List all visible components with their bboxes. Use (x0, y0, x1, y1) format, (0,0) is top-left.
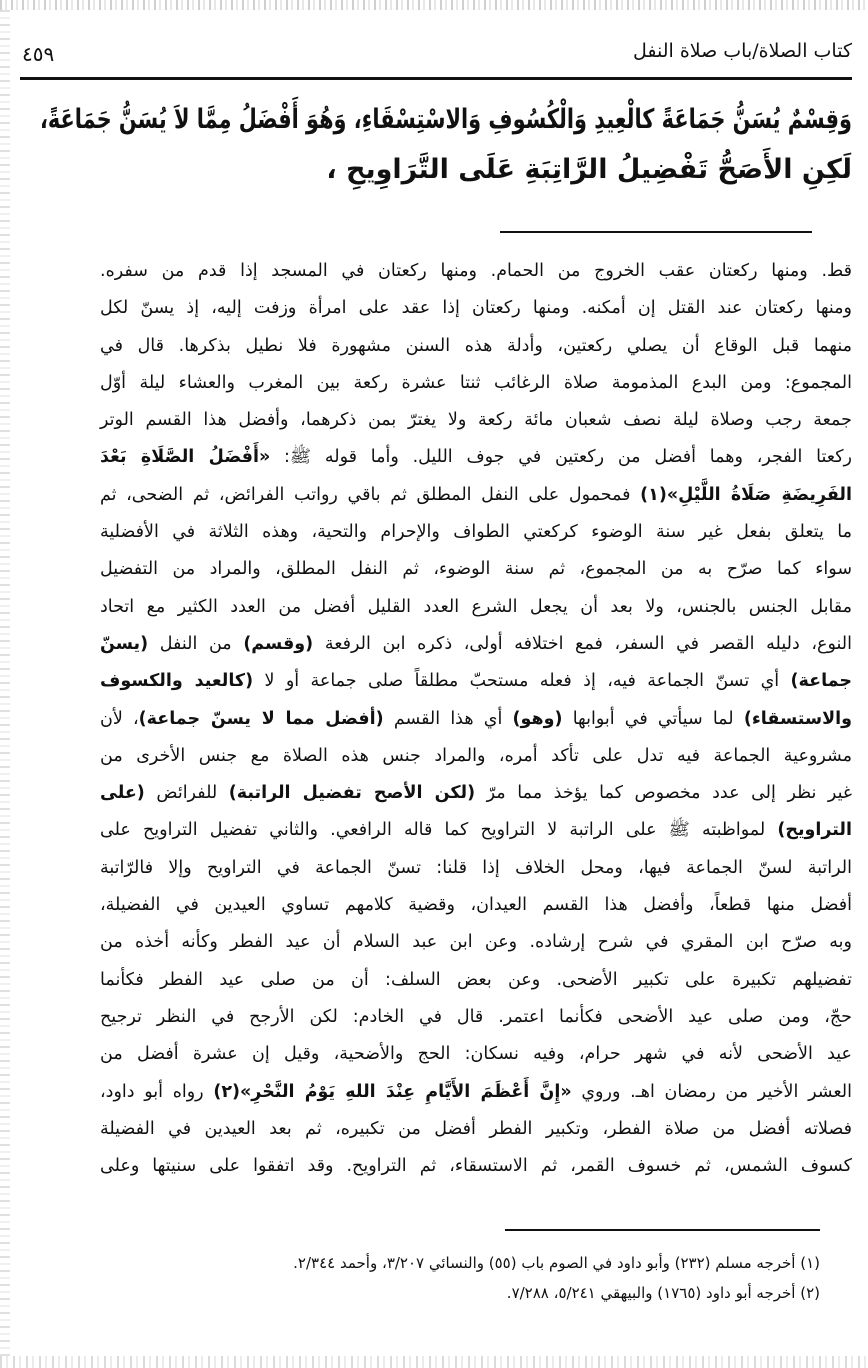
running-title: كتاب الصلاة/باب صلاة النفل (632, 40, 852, 62)
scan-border-top (0, 0, 868, 10)
commentary-text: غير نظر إلى عدد مخصوص كما يؤخذ مما مرّ (475, 783, 852, 804)
page-number: ٤٥٩ (22, 42, 55, 66)
commentary-text: عيد الأضحى لأنه في شهر حرام، وفيه نسكان: الحج والأضحية، وقيل إن عشرة أفضل من (100, 1044, 852, 1065)
commentary-line (100, 924, 852, 961)
footnotes (293, 1248, 820, 1308)
commentary-text: حجّ، ومن صلى عيد الأضحى فكأنما اعتمر. قال في الخادم: لكن الأرجح في النظر ترجيح (100, 1006, 852, 1027)
commentary-text: ركعتا الفجر، وهما أفضل من ركعتين في جوف الليل. وأما قوله ﷺ: (270, 447, 852, 468)
commentary-line (100, 812, 852, 849)
matn-quote: (على (100, 783, 145, 804)
commentary-text: كسوف الشمس، ثم خسوف القمر، ثم الاستسقاء، ثم التراويح. وقد اتفقوا على سنيتها وعلى (100, 1156, 852, 1177)
footnote-separator-rule (505, 1229, 820, 1231)
commentary-text: النوع، دليله القصر في السفر، فمع اختلافه أولى، ذكره ابن الرفعة (313, 633, 852, 654)
commentary-line (100, 365, 852, 402)
commentary-line (100, 253, 852, 290)
commentary-line (100, 328, 852, 365)
commentary-line (100, 1111, 852, 1148)
commentary-text: لما سيأتي في أبوابها (562, 708, 744, 729)
matn-quote: (وقسم) (243, 633, 314, 654)
commentary-line (100, 663, 852, 700)
footnote: (١) أخرجه مسلم (٢٣٢) وأبو داود في الصوم باب (٥٥) والنسائي ٣/٢٠٧، وأحمد ٢/٣٤٤. (293, 1254, 820, 1272)
commentary-line (100, 775, 852, 812)
matn-line: وَقِسْمٌ يُسَنُّ جَمَاعَةً كالْعِيدِ وَالْكُسُوفِ وَالاسْتِسْقَاءِ، وَهُوَ أَفْضَلُ مِمَّا لاَ يُسَنُّ جَمَاعَةً، (39, 104, 852, 135)
commentary-text: لمواظبته ﷺ على الراتبة لا التراويح كما قاله الرافعي. والثاني تفضيل التراويح على (100, 820, 778, 841)
matn-line: لَكِنِ الأَصَحُّ تَفْضِيلُ الرَّاتِبَةِ عَلَى التَّرَاوِيحِ ، (326, 154, 852, 185)
commentary-line (100, 402, 852, 439)
commentary-line (100, 738, 852, 775)
matn-quote: (يسنّ (100, 633, 149, 654)
commentary-line (100, 962, 852, 999)
matn-separator-rule (500, 231, 812, 233)
commentary-line (100, 999, 852, 1036)
commentary-text: العشر الأخير من رمضان اهـ. وروي (571, 1081, 852, 1102)
matn-quote: التراويح) (777, 820, 852, 841)
commentary-text: أفضل منها قطعاً، وأفضل هذا القسم العيدان، وقضية كلامهم تساوي العيدين في الفضيلة، (100, 895, 852, 916)
commentary-text: مشروعية الجماعة فيه تدل على تأكد أمره، والمراد جنس هذه الصلاة مع جنس الأخرى من (100, 745, 852, 766)
matn-quote: (كالعيد والكسوف (100, 671, 254, 692)
commentary-text: رواه أبو داود، (100, 1081, 214, 1102)
commentary-line (100, 1074, 852, 1111)
commentary-text: ، لأن (100, 708, 139, 729)
commentary-text: قط. ومنها ركعتان عقب الخروج من الحمام. ومنها ركعتان في المسجد إذا قدم من سفره. (100, 261, 852, 281)
commentary-text: أي هذا القسم (383, 708, 513, 729)
commentary-line (100, 290, 852, 327)
matn-quote: الفَرِيضَةِ صَلَاةُ اللَّيْلِ»(١) (640, 484, 852, 505)
commentary-text: تفضيلهم تكبيرة على تكبير الأضحى. وعن بعض السلف: أن من صلى عيد الفطر فكأنما (100, 969, 852, 990)
commentary-line (100, 701, 852, 738)
commentary-text: المجموع: ومن البدع المذمومة صلاة الرغائب ثنتا عشرة ركعة بين المغرب والعشاء ليلة أوّل (100, 372, 852, 393)
commentary-text: سواء كما صرّح به من المجموع، ثم سنة الوضوء، ثم النفل المطلق، والمراد من التفضيل (100, 559, 852, 580)
commentary-text: الراتبة لسنّ الجماعة فيها، ومحل الخلاف إذا قلنا: تسنّ الجماعة في التراويح وإلا فالرّاتبة (100, 857, 852, 878)
commentary-line (100, 477, 852, 514)
commentary-text: منهما قبل الوقاع أن يصلي ركعتين، وأدلة هذه السنن مشهورة فلا نطيل بذكرها. قال في (100, 335, 852, 356)
scan-border-bottom (0, 1356, 868, 1368)
scan-border-left (0, 10, 10, 1356)
commentary-text: وبه صرّح ابن المقري في شرح إرشاده. وعن ابن عبد السلام أن عيد الفطر وكأنه أخذه من (100, 932, 852, 953)
matn-quote: (أفضل مما لا يسنّ جماعة) (138, 708, 384, 729)
commentary-text: ومنها ركعتان عند القتل إن أمكنه. ومنها ركعتان إذا عقد على امرأة وزفت إليه، إذ يسنّ لكل (100, 298, 852, 319)
matn-quote: والاستسقاء) (743, 708, 853, 729)
matn-quote: «أَفْضَلُ الصَّلَاةِ بَعْدَ (100, 447, 271, 468)
matn-quote: جماعة) (790, 671, 852, 692)
commentary-line (100, 589, 852, 626)
commentary-line (100, 514, 852, 551)
matn-quote: (وهو) (512, 708, 563, 729)
commentary-line (100, 1036, 852, 1073)
commentary-line (100, 439, 852, 476)
commentary-text: مقابل الجنس بالجنس، ولا بعد أن يجعل الشرع العدد القليل أفضل من العدد الكثير مع اتحاد (100, 596, 852, 617)
commentary-line (100, 1148, 852, 1185)
commentary-body (100, 253, 852, 1185)
footnote: (٢) أخرجه أبو داود (١٧٦٥) والبيهقي ٥/٢٤١، ٧/٢٨٨. (506, 1284, 820, 1302)
commentary-text: فمحمول على النفل المطلق ثم باقي رواتب الفرائض، ثم الضحى، ثم (100, 484, 641, 505)
commentary-text: ما يتعلق بفعل غير سنة الوضوء كركعتي الطواف والإحرام والتحية، وهذه الثلاثة في الأفضلية (100, 522, 852, 543)
matn-quote: «إِنَّ أَعْظَمَ الأَيَّامِ عِنْدَ اللهِ يَوْمُ النَّحْرِ»(٢) (213, 1081, 572, 1102)
commentary-line (100, 850, 852, 887)
commentary-text: فصلاته أفضل من صلاة الفطر، وتكبير الفطر أفضل من تكبيره، ثم بعد العيدين في الفضيلة (100, 1118, 852, 1139)
commentary-line (100, 626, 852, 663)
commentary-text: أي تسنّ الجماعة فيه، إذ فعله مستحبّ مطلقاً صلى جماعة أو لا (253, 671, 791, 692)
matn-quote: (لكن الأصح تفضيل الراتبة) (228, 783, 476, 804)
commentary-text: جمعة رجب وصلاة ليلة نصف شعبان مائة ركعة ولا يغترّ بمن ذكرهما، وأفضل هذا القسم الوتر (100, 410, 852, 431)
commentary-line (100, 551, 852, 588)
commentary-line (100, 887, 852, 924)
header-rule (20, 77, 852, 80)
commentary-text: للفرائض (144, 783, 229, 804)
commentary-text: من النفل (148, 633, 244, 654)
